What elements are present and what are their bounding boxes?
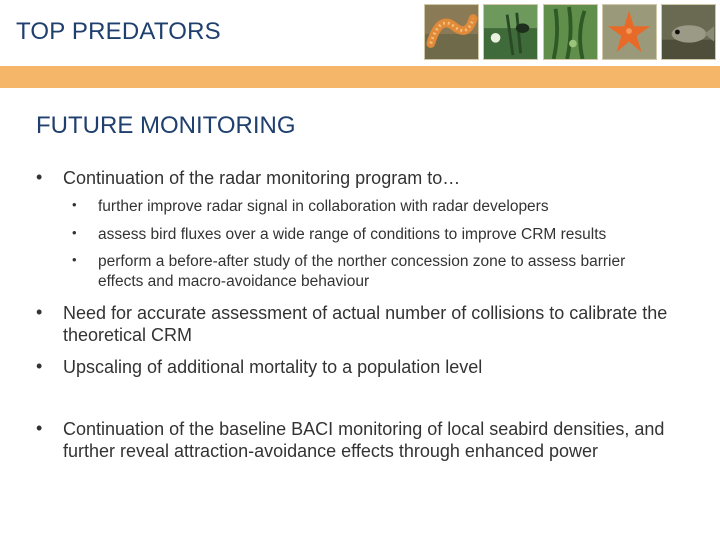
sub-bullet-text: perform a before-after study of the norther concession zone to assess barrier effects and macro-avoidance behaviour — [98, 253, 626, 290]
sub-bullet-marker: • — [72, 252, 77, 267]
bullet-marker: • — [36, 167, 43, 187]
sub-bullet-marker: • — [72, 225, 77, 240]
sea-worm-photo-icon — [424, 4, 479, 60]
bullet-marker: • — [36, 418, 43, 438]
bullet-text: Upscaling of additional mortality to a population level — [63, 357, 483, 377]
fish-photo-icon — [661, 4, 716, 60]
bullet-marker: • — [36, 356, 43, 376]
kelp-photo-icon — [543, 4, 598, 60]
sub-bullet-text: assess bird fluxes over a wide range of conditions to improve CRM results — [98, 226, 607, 243]
bullet-text: Continuation of the radar monitoring program to… — [63, 168, 461, 188]
bullet-marker: • — [36, 302, 43, 322]
slide-title: FUTURE MONITORING — [36, 112, 296, 139]
header-title: TOP PREDATORS — [16, 18, 221, 45]
bullet-text: Continuation of the baseline BACI monitoring of local seabird densities, and further reveal attraction-avoidance effects through enhanced power — [63, 419, 665, 461]
header-accent-band — [0, 66, 720, 88]
sub-bullet-text: further improve radar signal in collaboration with radar developers — [98, 198, 549, 215]
sub-bullet-marker: • — [72, 197, 77, 212]
diver-photo-icon — [483, 4, 538, 60]
starfish-photo-icon — [602, 4, 657, 60]
bullet-text: Need for accurate assessment of actual number of collisions to calibrate the theoretical CRM — [63, 303, 668, 345]
